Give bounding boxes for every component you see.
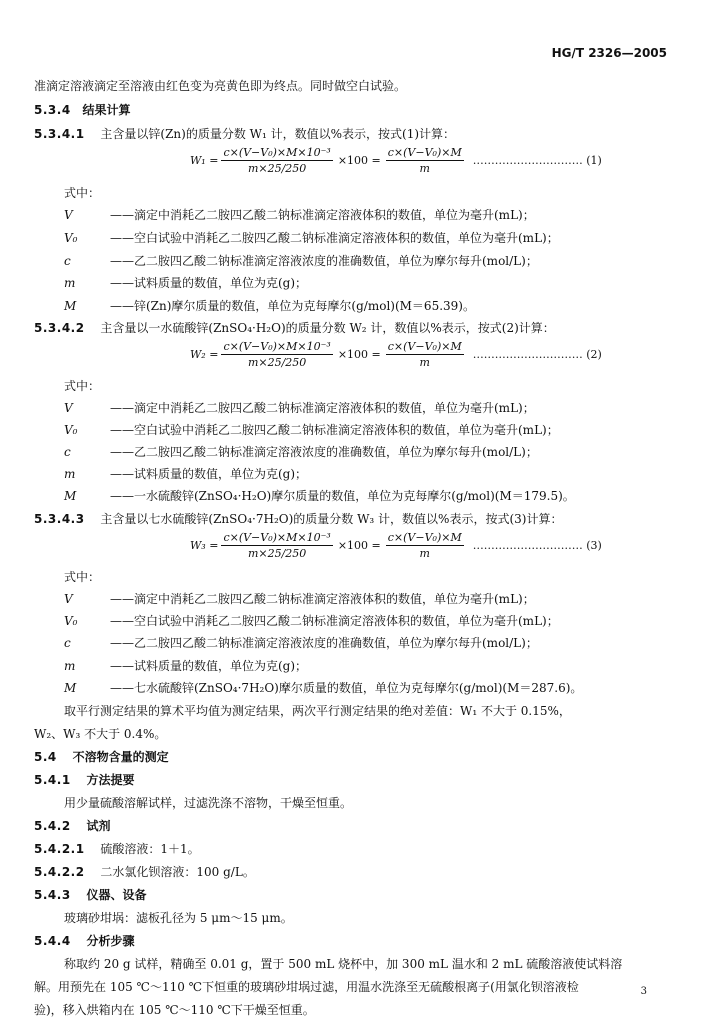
formula-2 [190,340,602,369]
var-desc: ——乙二胺四乙酸二钠标准滴定溶液浓度的准确数值，单位为摩尔每升(mol/L)； [110,445,538,459]
denominator: m×25/250 [247,547,307,560]
var-symbol: c [64,636,71,650]
var-row [64,398,535,418]
var-desc: ——试料质量的数值，单位为克(g)； [110,659,308,673]
var-desc: ——滴定中消耗乙二胺四乙酸二钠标准滴定溶液体积的数值，单位为毫升(mL)； [110,401,535,415]
numerator: c×(V−V₀)×M [387,146,462,159]
clause-5342 [34,318,555,338]
var-row [64,228,559,248]
formula-lhs: W₂ = [190,348,219,361]
standard-code: HG/T 2326—2005 [551,46,667,60]
section-number: 5.4.3 [34,888,71,902]
var-symbol: M [64,681,77,695]
operator: ×100 = [337,348,381,361]
where-label: 式中： [64,186,101,200]
operator: ×100 = [337,154,381,167]
intro-paragraph: 准滴定溶液滴定至溶液由红色变为亮黄色即为终点。同时做空白试验。 [34,79,407,93]
section-number: 5.4 [34,750,57,764]
section-number: 5.4.1 [34,773,71,787]
fraction [221,531,332,560]
var-row [64,611,559,631]
clause-5341 [34,124,455,144]
section-title: 仪器、设备 [86,888,147,902]
var-symbol: V [64,208,73,222]
section-title: 不溶物含量的测定 [72,750,169,764]
formula-lhs: W₃ = [190,539,219,552]
var-desc: ——试料质量的数值，单位为克(g)； [110,276,308,290]
section-title: 结果计算 [82,103,131,117]
var-symbol: c [64,254,71,268]
subsection-heading [34,770,135,790]
procedure-line: 称取约 20 g 试样，精确至 0.01 g，置于 500 mL 烧杯中，加 300 mL 温水和 2 mL 硫酸溶液使试料溶 [64,957,623,971]
operator: ×100 = [337,539,381,552]
apparatus-text: 玻璃砂坩埚：滤板孔径为 5 μm～15 μm。 [64,911,293,925]
section-number: 5.3.4 [34,103,71,117]
equation-number: ………………………… (3) [472,539,602,552]
var-desc: ——空白试验中消耗乙二胺四乙酸二钠标准滴定溶液体积的数值，单位为毫升(mL)； [110,423,559,437]
section-number: 5.4.4 [34,934,71,948]
procedure-line: 验)，移入烘箱内在 105 ℃～110 ℃下干燥至恒重。 [34,1003,315,1017]
var-desc: ——试料质量的数值，单位为克(g)； [110,467,308,481]
numerator: c×(V−V₀)×M [387,531,462,544]
section-heading [34,747,169,767]
formula-3 [190,531,602,560]
reagent-item [34,839,200,859]
var-symbol: M [64,489,77,503]
var-row [64,633,538,653]
denominator: m×25/250 [247,162,307,175]
section-heading [34,100,131,120]
var-row [64,589,535,609]
var-symbol: V₀ [64,423,78,437]
clause-text: 主含量以七水硫酸锌(ZnSO₄·7H₂O)的质量分数 W₃ 计，数值以%表示，按式(3)计算： [100,512,563,526]
numerator: c×(V−V₀)×M×10⁻³ [223,531,331,544]
var-row [64,420,559,440]
var-symbol: V₀ [64,614,78,628]
var-row [64,273,307,293]
var-row [64,251,538,271]
var-symbol: V [64,401,73,415]
clause-number: 5.3.4.1 [34,127,85,141]
var-desc: ——滴定中消耗乙二胺四乙酸二钠标准滴定溶液体积的数值，单位为毫升(mL)； [110,208,535,222]
fraction [386,340,464,369]
denominator: m×25/250 [247,356,307,369]
var-symbol: M [64,299,77,313]
clause-text: 主含量以锌(Zn)的质量分数 W₁ 计，数值以%表示，按式(1)计算： [100,127,456,141]
section-title: 分析步骤 [86,934,135,948]
var-desc: ——滴定中消耗乙二胺四乙酸二钠标准滴定溶液体积的数值，单位为毫升(mL)； [110,592,535,606]
formula-lhs: W₁ = [190,154,219,167]
clause-5343 [34,509,562,529]
numerator: c×(V−V₀)×M [387,340,462,353]
var-symbol: c [64,445,71,459]
section-title: 方法提要 [86,773,135,787]
var-symbol: m [64,467,76,481]
var-symbol: m [64,276,76,290]
clause-number: 5.3.4.2 [34,321,85,335]
fraction [386,146,464,175]
page-number: 3 [640,986,647,997]
var-row [64,678,582,698]
numerator: c×(V−V₀)×M×10⁻³ [223,340,331,353]
denominator: m [419,356,430,369]
fraction [221,340,332,369]
var-row [64,205,535,225]
var-symbol: m [64,659,76,673]
subsection-heading [34,885,147,905]
var-symbol: V₀ [64,231,78,245]
clause-text: 主含量以一水硫酸锌(ZnSO₄·H₂O)的质量分数 W₂ 计，数值以%表示，按式(2)计算： [100,321,555,335]
subsection-heading [34,816,111,836]
method-summary: 用少量硫酸溶解试样，过滤洗涤不溶物，干燥至恒重。 [64,796,353,810]
result-paragraph-cont: W₂、W₃ 不大于 0.4%。 [34,727,167,741]
clause-number: 5.3.4.3 [34,512,85,526]
fraction [386,531,464,560]
var-desc: ——一水硫酸锌(ZnSO₄·H₂O)摩尔质量的数值，单位为克每摩尔(g/mol)(M＝179.5)。 [110,489,575,503]
section-number: 5.4.2 [34,819,71,833]
var-desc: ——乙二胺四乙酸二钠标准滴定溶液浓度的准确数值，单位为摩尔每升(mol/L)； [110,636,538,650]
result-paragraph: 取平行测定结果的算术平均值为测定结果，两次平行测定结果的绝对差值：W₁ 不大于 0.15%， [64,704,571,718]
where-label: 式中： [64,570,101,584]
equation-number: ………………………… (1) [472,154,602,167]
var-desc: ——锌(Zn)摩尔质量的数值，单位为克每摩尔(g/mol)(M＝65.39)。 [110,299,475,313]
var-desc: ——空白试验中消耗乙二胺四乙酸二钠标准滴定溶液体积的数值，单位为毫升(mL)； [110,231,559,245]
procedure-line: 解。用预先在 105 ℃～110 ℃下恒重的玻璃砂坩埚过滤，用温水洗涤至无硫酸根离子(用氯化钡溶液检 [34,980,579,994]
clause-text: 二水氯化钡溶液：100 g/L。 [100,865,255,879]
denominator: m [419,162,430,175]
reagent-item [34,862,255,882]
var-desc: ——空白试验中消耗乙二胺四乙酸二钠标准滴定溶液体积的数值，单位为毫升(mL)； [110,614,559,628]
clause-text: 硫酸溶液：1＋1。 [100,842,200,856]
section-title: 试剂 [86,819,111,833]
subsection-heading [34,931,135,951]
var-row [64,296,475,316]
var-desc: ——乙二胺四乙酸二钠标准滴定溶液浓度的准确数值，单位为摩尔每升(mol/L)； [110,254,538,268]
formula-1 [190,146,602,175]
var-desc: ——七水硫酸锌(ZnSO₄·7H₂O)摩尔质量的数值，单位为克每摩尔(g/mol)(M＝287.6)。 [110,681,583,695]
denominator: m [419,547,430,560]
fraction [221,146,332,175]
numerator: c×(V−V₀)×M×10⁻³ [223,146,331,159]
var-row [64,656,307,676]
where-label: 式中： [64,379,101,393]
var-symbol: V [64,592,73,606]
var-row [64,442,538,462]
clause-number: 5.4.2.2 [34,865,85,879]
var-row [64,464,307,484]
var-row [64,486,575,506]
equation-number: ………………………… (2) [472,348,602,361]
clause-number: 5.4.2.1 [34,842,85,856]
